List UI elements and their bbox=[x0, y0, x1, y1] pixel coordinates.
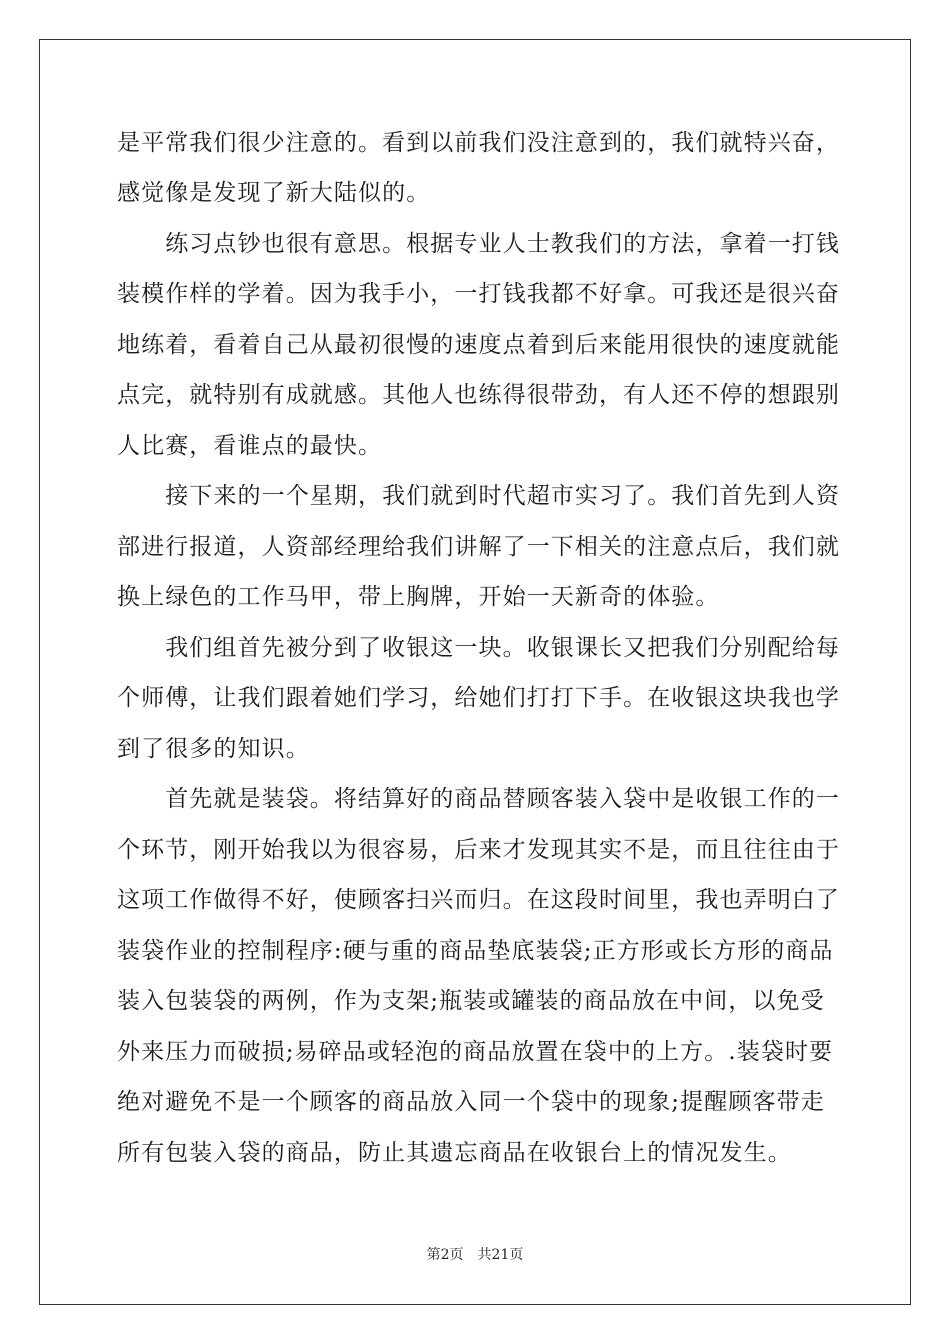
text-line: 换上绿色的工作马甲，带上胸牌，开始一天新奇的体验。 bbox=[117, 584, 720, 610]
text-line: 是平常我们很少注意的。看到以前我们没注意到的，我们就特兴奋， bbox=[117, 130, 840, 156]
text-line: 装袋作业的控制程序:硬与重的商品垫底装袋;正方形或长方形的商品 bbox=[117, 938, 834, 964]
text-line: 点完，就特别有成就感。其他人也练得很带劲，有人还不停的想跟别 bbox=[117, 382, 840, 408]
text-line: 感觉像是发现了新大陆似的。 bbox=[117, 180, 431, 206]
text-line: 人比赛，看谁点的最快。 bbox=[117, 433, 383, 459]
text-line: 练习点钞也很有意思。根据专业人士教我们的方法，拿着一打钱 bbox=[117, 231, 840, 257]
text-line: 外来压力而破损;易碎品或轻泡的商品放置在袋中的上方。.装袋时要 bbox=[117, 1039, 834, 1065]
page-number-footer: 第2页 共21页 bbox=[426, 1247, 524, 1263]
text-line: 装入包装袋的两例，作为支架;瓶装或罐装的商品放在中间，以免受 bbox=[117, 988, 825, 1014]
text-line: 到了很多的知识。 bbox=[117, 736, 310, 762]
text-line: 装模作样的学着。因为我手小，一打钱我都不好拿。可我还是很兴奋 bbox=[117, 281, 840, 307]
text-line: 绝对避免不是一个顾客的商品放入同一个袋中的现象;提醒顾客带走 bbox=[117, 1089, 825, 1115]
text-line: 地练着，看着自己从最初很慢的速度点着到后来能用很快的速度就能 bbox=[117, 332, 840, 358]
text-line: 我们组首先被分到了收银这一块。收银课长又把我们分别配给每 bbox=[117, 635, 840, 661]
text-line: 所有包装入袋的商品，防止其遗忘商品在收银台上的情况发生。 bbox=[117, 1140, 792, 1166]
text-line: 接下来的一个星期，我们就到时代超市实习了。我们首先到人资 bbox=[117, 483, 840, 509]
text-line: 个环节，刚开始我以为很容易，后来才发现其实不是，而且往往由于 bbox=[117, 837, 840, 863]
text-line: 个师傅，让我们跟着她们学习，给她们打打下手。在收银这块我也学 bbox=[117, 685, 840, 711]
text-line: 首先就是装袋。将结算好的商品替顾客装入袋中是收银工作的一 bbox=[117, 786, 840, 812]
text-line: 部进行报道，人资部经理给我们讲解了一下相关的注意点后，我们就 bbox=[117, 534, 840, 560]
text-line: 这项工作做得不好，使顾客扫兴而归。在这段时间里，我也弄明白了 bbox=[117, 887, 840, 913]
